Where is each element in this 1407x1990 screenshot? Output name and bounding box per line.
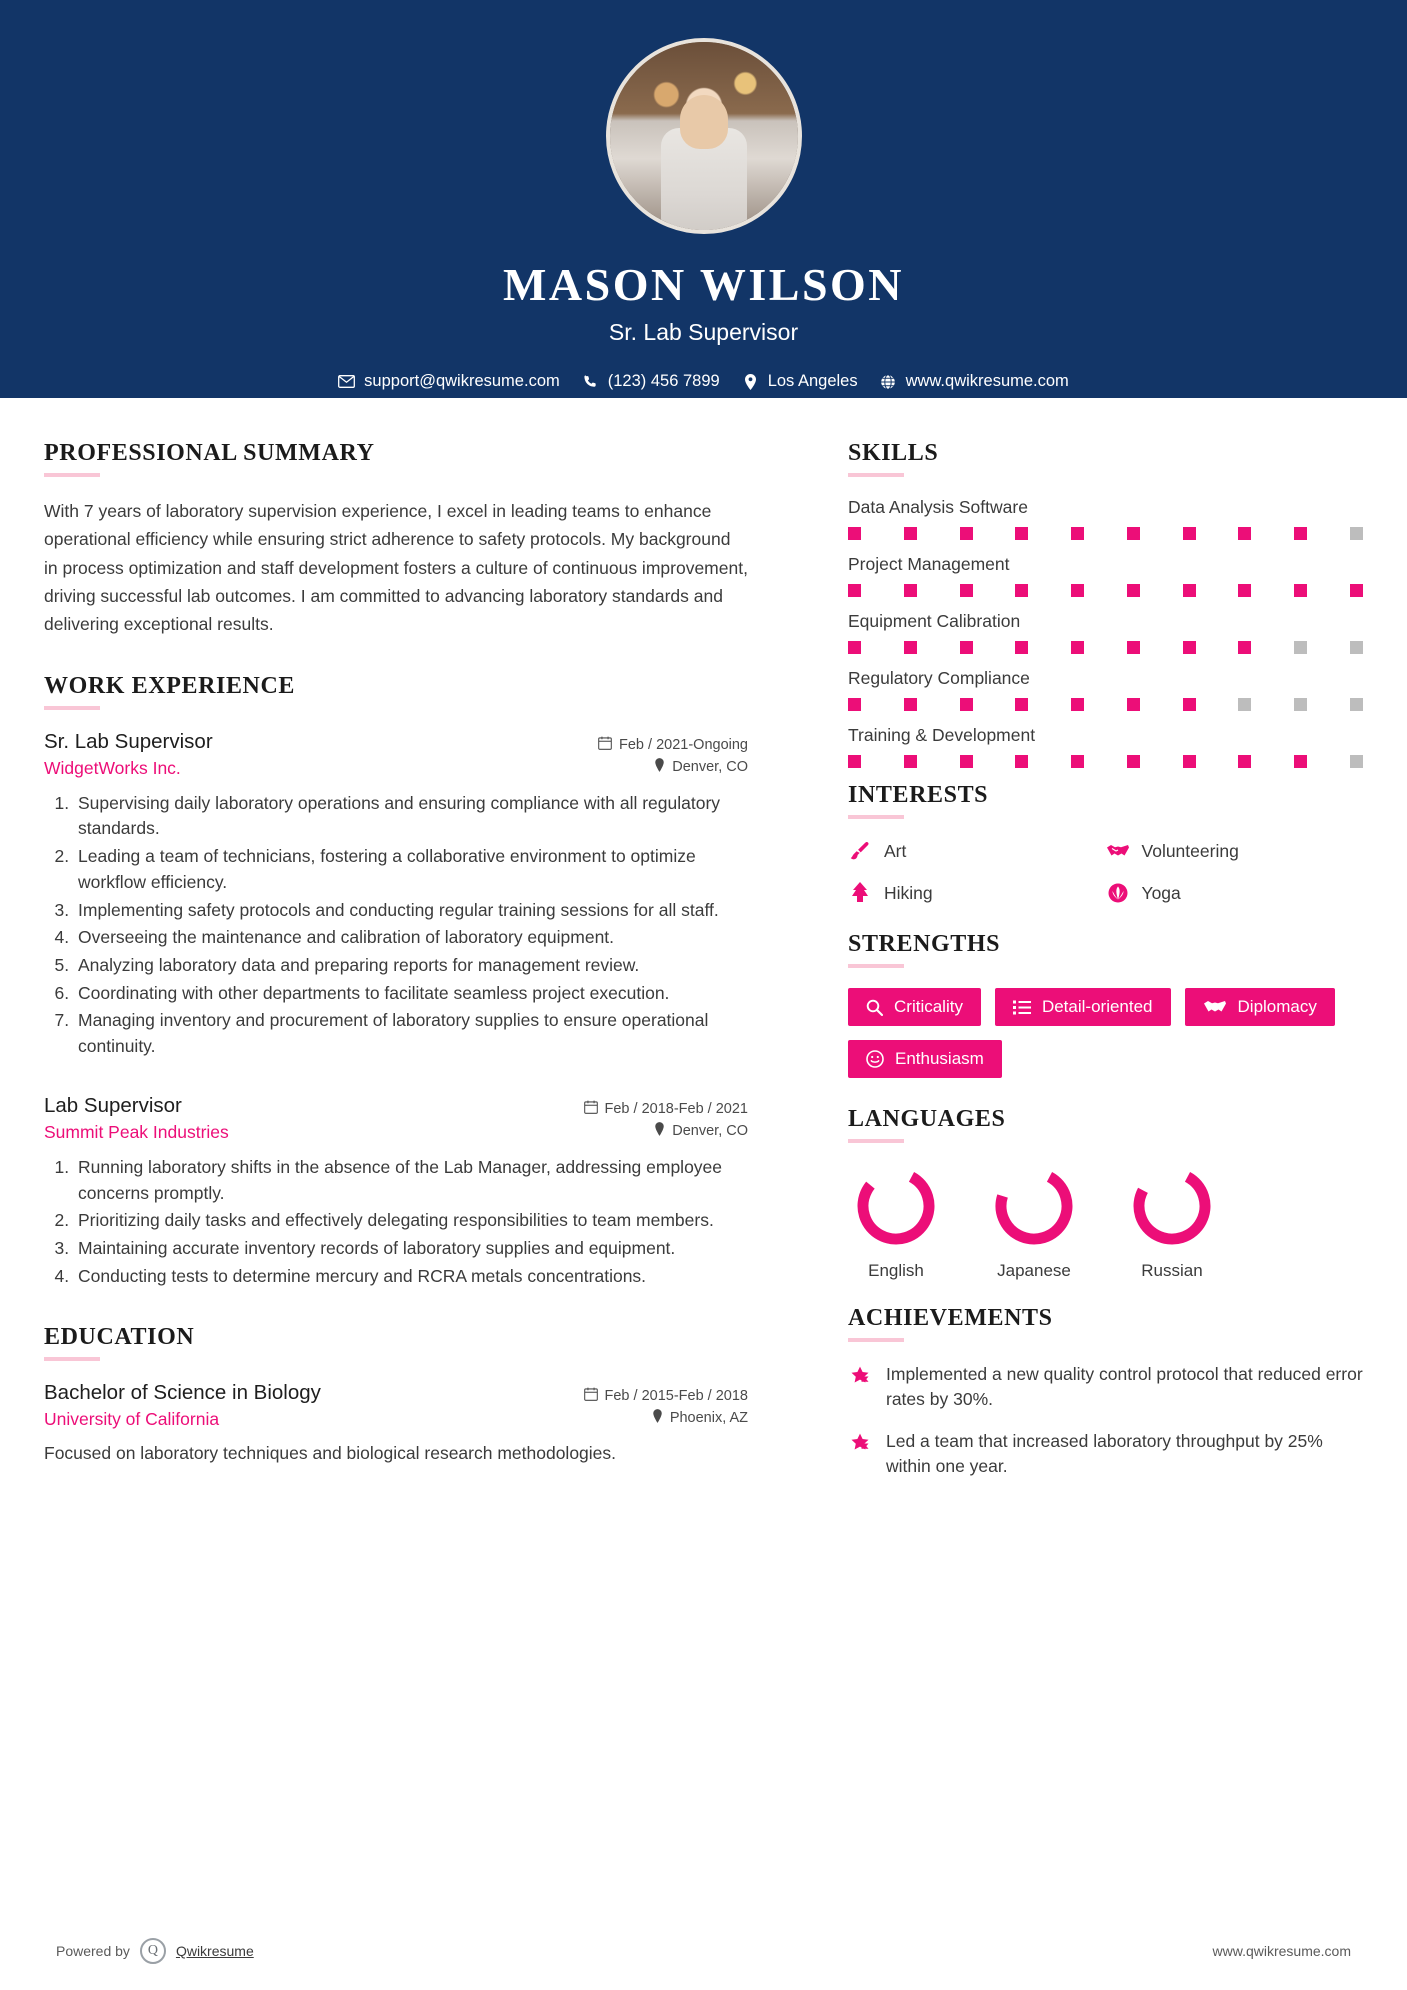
achievement-text: Led a team that increased laboratory throughput by 25% within one year. <box>886 1430 1323 1477</box>
paintbrush-icon <box>848 839 872 863</box>
strength-chip <box>848 1040 1002 1078</box>
section-title-achievements: ACHIEVEMENTS <box>848 1305 1053 1331</box>
experience-company: Summit Peak Industries <box>44 1121 229 1142</box>
education-description: Focused on laboratory techniques and biological research methodologies. <box>44 1442 617 1463</box>
language-progress-ring <box>853 1163 939 1249</box>
phone-icon <box>582 373 599 390</box>
list-icon <box>1013 1000 1031 1015</box>
language-item <box>986 1163 1082 1281</box>
skill-rating-dot <box>848 584 861 597</box>
experience-job-title: Lab Supervisor <box>44 1093 182 1117</box>
experience-duties-list <box>44 1155 748 1290</box>
strengths-list <box>848 988 1363 1078</box>
section-title-languages: LANGUAGES <box>848 1106 1006 1132</box>
experience-list <box>44 730 748 1290</box>
handshake-icon <box>1203 998 1227 1016</box>
language-name: English <box>868 1261 924 1280</box>
smiley-icon <box>866 1050 884 1068</box>
skill-rating-dot <box>848 527 861 540</box>
skill-rating-dot <box>960 641 973 654</box>
skill-rating-dot <box>1238 755 1251 768</box>
contact-location <box>742 372 858 391</box>
calendar-icon <box>598 736 612 754</box>
qwikresume-brand-link[interactable]: Qwikresume <box>175 1943 254 1959</box>
interest-item <box>1106 881 1364 905</box>
footer-url: www.qwikresume.com <box>1212 1943 1351 1959</box>
interest-item <box>848 881 1106 905</box>
tree-icon <box>848 881 872 905</box>
strength-chip <box>848 988 981 1026</box>
skill-rating-dot <box>1183 641 1196 654</box>
experience-dates <box>598 730 748 754</box>
strength-chip <box>1185 988 1335 1026</box>
skill-rating-dot <box>904 698 917 711</box>
interest-item <box>1106 839 1364 863</box>
skills-list <box>848 497 1363 768</box>
skill-rating-dot <box>960 698 973 711</box>
skill-rating-dot <box>1350 584 1363 597</box>
list-item: 3. Maintaining accurate inventory records of laboratory supplies and equipment. <box>74 1236 748 1262</box>
skill-rating-dot <box>1127 584 1140 597</box>
education-dates <box>584 1381 749 1405</box>
experience-location <box>654 758 748 776</box>
skill-rating-dot <box>1238 698 1251 711</box>
achievement-item <box>848 1362 1363 1413</box>
experience-item-header <box>44 730 748 754</box>
section-rule <box>848 473 904 477</box>
skill-rating-dot <box>1350 527 1363 540</box>
skill-rating-dot <box>1015 527 1028 540</box>
skill-item <box>848 725 1363 768</box>
qwikresume-logo-icon: Q <box>140 1938 166 1964</box>
list-item: 6. Coordinating with other departments to facilitate seamless project execution. <box>74 981 748 1007</box>
language-name: Japanese <box>997 1261 1071 1280</box>
skill-rating-dot <box>1294 584 1307 597</box>
powered-by <box>56 1938 254 1964</box>
skill-rating-dot <box>1071 755 1084 768</box>
skill-rating-dot <box>1350 698 1363 711</box>
skill-rating-dot <box>1015 755 1028 768</box>
skill-rating-dot <box>1294 698 1307 711</box>
skill-rating <box>848 698 1363 711</box>
list-item: 4. Overseeing the maintenance and calibration of laboratory equipment. <box>74 925 748 951</box>
languages-list <box>848 1163 1363 1281</box>
left-column <box>0 398 800 1496</box>
language-item <box>848 1163 944 1281</box>
skill-name: Data Analysis Software <box>848 497 1028 517</box>
job-role-subtitle: Sr. Lab Supervisor <box>608 319 799 345</box>
education-item-subheader <box>44 1409 748 1430</box>
education-location <box>652 1409 748 1427</box>
skill-rating <box>848 755 1363 768</box>
strength-label: Diplomacy <box>1237 997 1317 1016</box>
skill-rating <box>848 527 1363 540</box>
resume-header <box>0 0 1407 398</box>
handshake-icon <box>1106 839 1130 863</box>
language-progress-ring <box>1129 1163 1215 1249</box>
strength-label: Enthusiasm <box>895 1049 984 1068</box>
experience-location <box>654 1122 748 1140</box>
skill-name: Regulatory Compliance <box>848 668 1030 688</box>
section-title-experience: WORK EXPERIENCE <box>44 672 296 699</box>
experience-duties-list <box>44 791 748 1060</box>
lotus-icon <box>1106 881 1130 905</box>
strength-chip <box>995 988 1171 1026</box>
skill-rating-dot <box>960 527 973 540</box>
skill-rating-dot <box>1238 527 1251 540</box>
list-item: 4. Conducting tests to determine mercury and RCRA metals concentrations. <box>74 1264 748 1290</box>
skill-rating-dot <box>1294 755 1307 768</box>
language-progress-ring <box>991 1163 1077 1249</box>
resume-body <box>0 398 1407 1496</box>
skill-rating-dot <box>1183 584 1196 597</box>
contact-location-text: Los Angeles <box>767 372 858 390</box>
skill-rating-dot <box>1350 755 1363 768</box>
experience-item-subheader <box>44 1122 748 1143</box>
interest-label: Hiking <box>884 882 933 903</box>
section-title-skills: SKILLS <box>848 440 939 466</box>
skill-rating-dot <box>960 755 973 768</box>
interest-item <box>848 839 1106 863</box>
skill-rating-dot <box>1071 641 1084 654</box>
magnifier-icon <box>866 999 883 1016</box>
achievement-text: Implemented a new quality control protocol that reduced error rates by 30%. <box>886 1364 1363 1410</box>
skill-rating-dot <box>960 584 973 597</box>
contact-website-text: www.qwikresume.com <box>905 372 1069 390</box>
experience-dates-text: Feb / 2018-Feb / 2021 <box>604 1100 748 1117</box>
interests-list <box>848 839 1363 905</box>
education-school: University of California <box>44 1408 220 1429</box>
star-badge-icon <box>848 1432 872 1461</box>
list-item: 5. Analyzing laboratory data and preparing reports for management review. <box>74 953 748 979</box>
star-badge-icon <box>848 1365 872 1394</box>
experience-dates-text: Feb / 2021-Ongoing <box>619 736 748 753</box>
skill-rating-dot <box>1127 641 1140 654</box>
skill-name: Training & Development <box>848 725 1036 745</box>
skill-rating-dot <box>1238 641 1251 654</box>
skill-rating-dot <box>904 584 917 597</box>
experience-location-text: Denver, CO <box>672 1122 748 1139</box>
skill-rating-dot <box>1183 755 1196 768</box>
section-rule <box>848 964 904 968</box>
section-title-interests: INTERESTS <box>848 782 989 808</box>
list-item: 3. Implementing safety protocols and conducting regular training sessions for all staff. <box>74 898 748 924</box>
skill-item <box>848 497 1363 540</box>
skill-rating-dot <box>904 755 917 768</box>
interest-label: Yoga <box>1141 882 1181 903</box>
avatar <box>606 38 802 234</box>
right-column <box>800 398 1407 1496</box>
section-rule <box>44 706 100 710</box>
experience-item-header <box>44 1094 748 1118</box>
skill-rating-dot <box>1015 641 1028 654</box>
contact-phone-text: (123) 456 7899 <box>607 372 720 390</box>
skill-rating-dot <box>1183 698 1196 711</box>
language-name: Russian <box>1141 1261 1203 1280</box>
skill-name: Project Management <box>848 554 1010 574</box>
skill-rating <box>848 584 1363 597</box>
summary-text: With 7 years of laboratory supervision experience, I excel in leading teams to enhance operational efficiency while ensuring strict adherence to safety protocols. My background in process optimization and staff development fosters a culture of continuous improvement, driving successful lab outcomes. I am committed to advancing laboratory standards and delivering exceptional results. <box>44 501 748 635</box>
language-item <box>1124 1163 1220 1281</box>
interest-label: Volunteering <box>1141 840 1239 861</box>
education-degree: Bachelor of Science in Biology <box>44 1380 321 1404</box>
skill-rating-dot <box>904 641 917 654</box>
list-item: 2. Leading a team of technicians, fostering a collaborative environment to optimize workflow efficiency. <box>74 844 748 895</box>
contact-website[interactable] <box>880 372 1069 391</box>
achievement-item <box>848 1429 1363 1480</box>
experience-item-subheader <box>44 758 748 779</box>
skill-rating <box>848 641 1363 654</box>
education-item-header <box>44 1381 748 1405</box>
skill-rating-dot <box>1015 584 1028 597</box>
skill-rating-dot <box>1350 641 1363 654</box>
contact-bar <box>338 372 1069 391</box>
skill-rating-dot <box>1071 698 1084 711</box>
skill-rating-dot <box>904 527 917 540</box>
contact-email-text: support@qwikresume.com <box>364 372 560 390</box>
experience-item <box>44 730 748 1060</box>
strength-label: Criticality <box>894 997 963 1016</box>
experience-company: WidgetWorks Inc. <box>44 757 181 778</box>
skill-rating-dot <box>848 755 861 768</box>
skill-rating-dot <box>1294 527 1307 540</box>
list-item: 1. Supervising daily laboratory operations and ensuring compliance with all regulatory standards. <box>74 791 748 842</box>
section-rule <box>848 1139 904 1143</box>
contact-phone[interactable] <box>582 372 720 391</box>
skill-rating-dot <box>1127 527 1140 540</box>
powered-by-label: Powered by <box>56 1943 130 1959</box>
education-dates-text: Feb / 2015-Feb / 2018 <box>604 1387 748 1404</box>
experience-dates <box>584 1094 749 1118</box>
mail-icon <box>338 373 355 390</box>
skill-rating-dot <box>1238 584 1251 597</box>
skill-item <box>848 668 1363 711</box>
skill-item <box>848 554 1363 597</box>
skill-rating-dot <box>1127 698 1140 711</box>
section-rule <box>44 473 100 477</box>
page-title: MASON WILSON <box>502 259 905 310</box>
location-pin-icon <box>742 373 759 390</box>
section-rule <box>848 815 904 819</box>
location-pin-icon <box>654 1122 665 1140</box>
skill-rating-dot <box>1127 755 1140 768</box>
skill-rating-dot <box>1294 641 1307 654</box>
achievements-list <box>848 1362 1363 1480</box>
interest-label: Art <box>884 840 907 861</box>
experience-location-text: Denver, CO <box>672 758 748 775</box>
education-location-text: Phoenix, AZ <box>669 1409 748 1426</box>
section-title-strengths: STRENGTHS <box>848 931 1001 957</box>
skill-rating-dot <box>1015 698 1028 711</box>
page-footer <box>0 1938 1407 1964</box>
experience-job-title: Sr. Lab Supervisor <box>44 729 213 753</box>
location-pin-icon <box>654 758 665 776</box>
education-item <box>44 1381 748 1466</box>
skill-rating-dot <box>1071 584 1084 597</box>
section-title-education: EDUCATION <box>44 1323 195 1350</box>
skill-rating-dot <box>1071 527 1084 540</box>
skill-item <box>848 611 1363 654</box>
list-item: 1. Running laboratory shifts in the absence of the Lab Manager, addressing employee concerns promptly. <box>74 1155 748 1206</box>
section-rule <box>44 1357 100 1361</box>
strength-label: Detail-oriented <box>1041 997 1153 1016</box>
skill-name: Equipment Calibration <box>848 611 1021 631</box>
contact-email[interactable] <box>338 372 560 391</box>
list-item: 7. Managing inventory and procurement of laboratory supplies to ensure operational continuity. <box>74 1008 748 1059</box>
section-rule <box>848 1338 904 1342</box>
calendar-icon <box>584 1387 598 1405</box>
list-item: 2. Prioritizing daily tasks and effectively delegating responsibilities to team members. <box>74 1208 748 1234</box>
skill-rating-dot <box>848 698 861 711</box>
globe-icon <box>880 373 897 390</box>
calendar-icon <box>584 1100 598 1118</box>
experience-item <box>44 1094 748 1290</box>
location-pin-icon <box>652 1409 663 1427</box>
education-list <box>44 1381 748 1466</box>
skill-rating-dot <box>848 641 861 654</box>
skill-rating-dot <box>1183 527 1196 540</box>
section-title-summary: PROFESSIONAL SUMMARY <box>44 440 375 466</box>
